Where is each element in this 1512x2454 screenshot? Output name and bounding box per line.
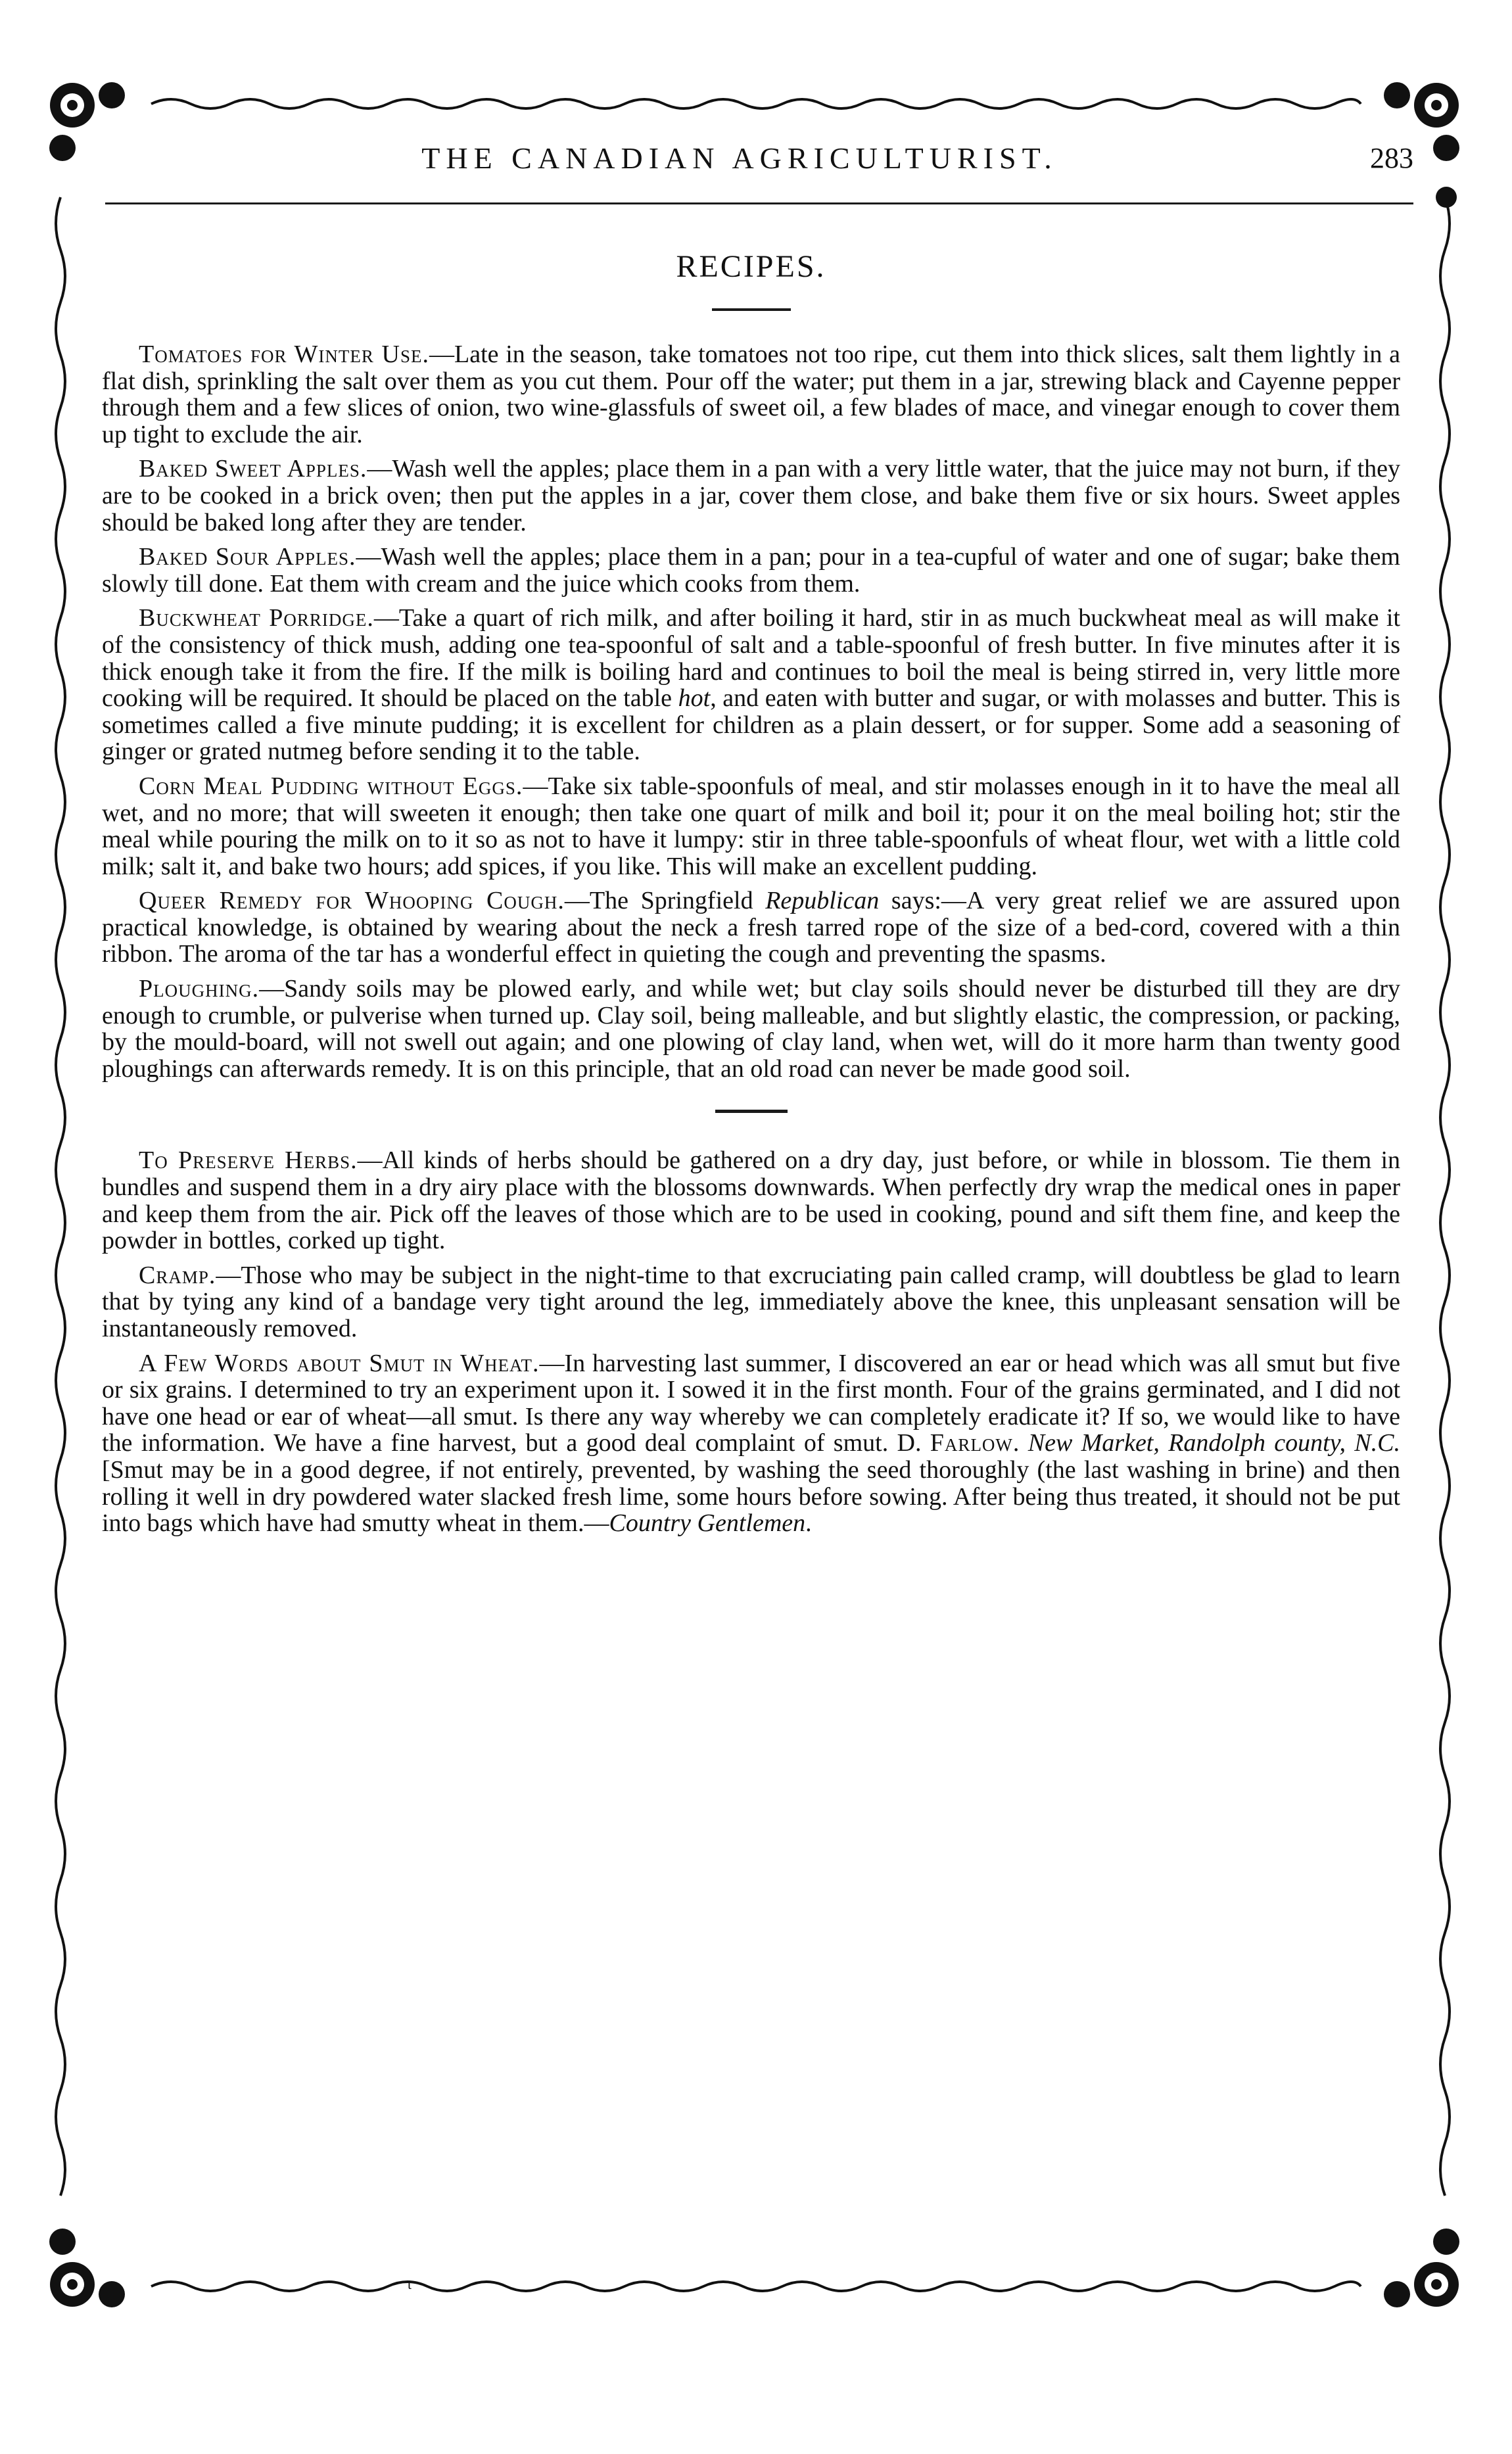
- section-title: RECIPES.: [676, 249, 826, 284]
- recipe-text: .: [805, 1509, 812, 1538]
- recipe-heading: Queer Remedy for Whooping Cough.: [139, 887, 565, 915]
- recipe-ploughing: [102, 976, 1400, 1082]
- recipe-text: —Sandy soils may be plowed early, and while wet; but clay soils should never be disturbed till they are dry enough to crumble, or pulverise when turned up. Clay soil, being malleable, and but slightly elastic, the compression, or packing, by the mould-board, will not swell out again; and one plowing of clay land, when wet, will do it more harm than twenty good ploughings can afterwards remedy. It is on this principle, that an old road can never be made good soil.: [102, 975, 1400, 1083]
- recipe-heading: Corn Meal Pudding without Eggs.: [139, 772, 523, 800]
- recipe-preserve-herbs: [102, 1147, 1400, 1254]
- title-rule: [712, 308, 791, 311]
- recipe-smut-in-wheat: [102, 1350, 1400, 1537]
- recipe-text: —Late in the season, take tomatoes not too ripe, cut them into thick slices, salt them lightly in a flat dish, sprinkling the salt over them as you cut them. Pour off the water; put them in a jar, strewing black and Cayenne pepper through them and a few slices of onion, two wine-glassfuls of sweet oil, a few blades of mace, and vinegar enough to cover them up tight to exclude the air.: [102, 341, 1400, 448]
- recipe-heading: To Preserve Herbs.: [139, 1146, 358, 1175]
- recipe-heading: A Few Words about Smut in Wheat.: [139, 1349, 540, 1377]
- recipe-text: —The Springfield: [564, 887, 766, 915]
- recipe-text: —Take six table-spoonfuls of meal, and stir molasses enough in it to have the meal all wet, and no more; that will sweeten it enough; then take one quart of milk and boil it; pour it on the meal boiling hot; stir the meal while pouring the milk on to it so as not to have it lumpy: stir in three table-spoonfuls of wheat flour, wet with a little cold milk; salt it, and bake two hours; add spices, if you like. This will make an excellent pudding.: [102, 772, 1400, 880]
- header-rule: [105, 202, 1413, 204]
- recipe-baked-sweet-apples: [102, 456, 1400, 536]
- recipe-text: says:—A very great relief we are assured upon practical knowledge, is obtained by wearing about the neck a fresh tarred rope of the size of a bed-cord, covered with a thin ribbon. The aroma of the tar has a wonderful effect in quieting the cough and preventing the spasms.: [102, 887, 1401, 968]
- border-bottom-wave: [151, 2282, 1361, 2291]
- border-left-wave: [56, 197, 65, 2196]
- recipe-italic: Country Gentlemen: [609, 1509, 806, 1538]
- corner-ornament-bottom-right: [1384, 2229, 1459, 2307]
- recipe-heading: Tomatoes for Winter Use.: [139, 341, 429, 368]
- recipe-text: —Wash well the apples; place them in a pan; pour in a tea-cupful of water and one of sugar; bake them slowly till done. Eat them with cream and the juice which cooks from them.: [102, 543, 1400, 598]
- recipe-tomatoes: [102, 341, 1400, 448]
- recipe-heading: Baked Sour Apples.: [139, 543, 356, 571]
- page-header: [105, 131, 1413, 184]
- recipe-italic: hot: [678, 684, 711, 713]
- article-body: [102, 248, 1400, 1545]
- recipe-text: —Wash well the apples; place them in a pan with a very little water, that the juice may not burn, if they are to be cooked in a brick oven; then put the apples in a jar, cover them close, and bake them five or six hours. Sweet apples should be baked long after they are tender.: [102, 455, 1400, 536]
- recipe-whooping-cough: [102, 887, 1400, 968]
- recipe-signature: Farlow: [930, 1429, 1013, 1457]
- page-number: 283: [1370, 141, 1413, 174]
- recipe-italic: Republican: [765, 887, 880, 915]
- footer-mark: t: [408, 2276, 412, 2292]
- recipe-text: , and eaten with butter and sugar, or with molasses and butter. This is sometimes called a five minute pudding; it is excellent for children as a plain dessert, or for supper. Some add a seasoning of ginger or grated nutmeg before sending it to the table.: [102, 684, 1400, 766]
- recipe-text: —Those who may be subject in the night-time to that excruciating pain called cramp, will doubtless be glad to learn that by tying any kind of a bandage very tight around the leg, immediately above the knee, this unpleasant sensation will be instantaneously removed.: [102, 1261, 1400, 1342]
- recipe-heading: Ploughing.: [139, 975, 260, 1003]
- recipe-text: [Smut may be in a good degree, if not entirely, prevented, by washing the seed thoroughly (the last washing in brine) and then rolling it well in dry powdered water slacked fresh lime, some hours before sowing. After being thus treated, it should not be put into bags which have had smutty wheat in them.—: [102, 1455, 1400, 1538]
- recipe-heading: Buckwheat Porridge.: [139, 604, 374, 632]
- recipe-cramp: [102, 1262, 1400, 1342]
- recipe-italic: New Market, Randolph county, N.C.: [1028, 1429, 1400, 1457]
- border-top-wave: [151, 99, 1361, 108]
- recipe-text: —In harvesting last summer, I discovered an ear or head which was all smut but five or six grains. I determined to try an experiment upon it. I sowed it in the first month. Four of the grains germinated, and I did not have one head or ear of wheat—all smut. Is there any way whereby we can completely eradicate it? If so, we would like to have the information. We have a fine harvest, but a good deal complaint of smut. D.: [102, 1349, 1400, 1457]
- border-right-wave: [1440, 197, 1450, 2196]
- recipe-text: —Take a quart of rich milk, and after boiling it hard, stir in as much buckwheat meal as will make it of the consistency of thick mush, adding one tea-spoonful of salt and a table-spoonful of fresh butter. In five minutes after it is thick enough take it from the fire. If the milk is boiling hard and continues to boil the meal is being stirred in, very little more cooking will be required. It should be placed on the table: [102, 604, 1400, 713]
- section-divider: [715, 1110, 788, 1113]
- running-title: THE CANADIAN AGRICULTURIST.: [421, 141, 1058, 175]
- corner-ornament-bottom-left: [49, 2229, 125, 2307]
- recipe-heading: Baked Sweet Apples.: [139, 455, 367, 483]
- recipe-heading: Cramp.: [139, 1261, 216, 1289]
- recipe-text: —All kinds of herbs should be gathered on a dry day, just before, or while in blossom. Tie them in bundles and suspend them in a dry airy place with the blossoms downwards. When perfectly dry wrap the medical ones in paper and keep them from the air. Pick off the leaves of those which are to be used in cooking, pound and sift them fine, and keep the powder in bottles, corked up tight.: [102, 1146, 1400, 1255]
- recipe-corn-meal-pudding: [102, 773, 1400, 880]
- recipe-buckwheat-porridge: [102, 605, 1400, 765]
- recipe-baked-sour-apples: [102, 544, 1400, 597]
- recipe-text: .: [1012, 1429, 1028, 1457]
